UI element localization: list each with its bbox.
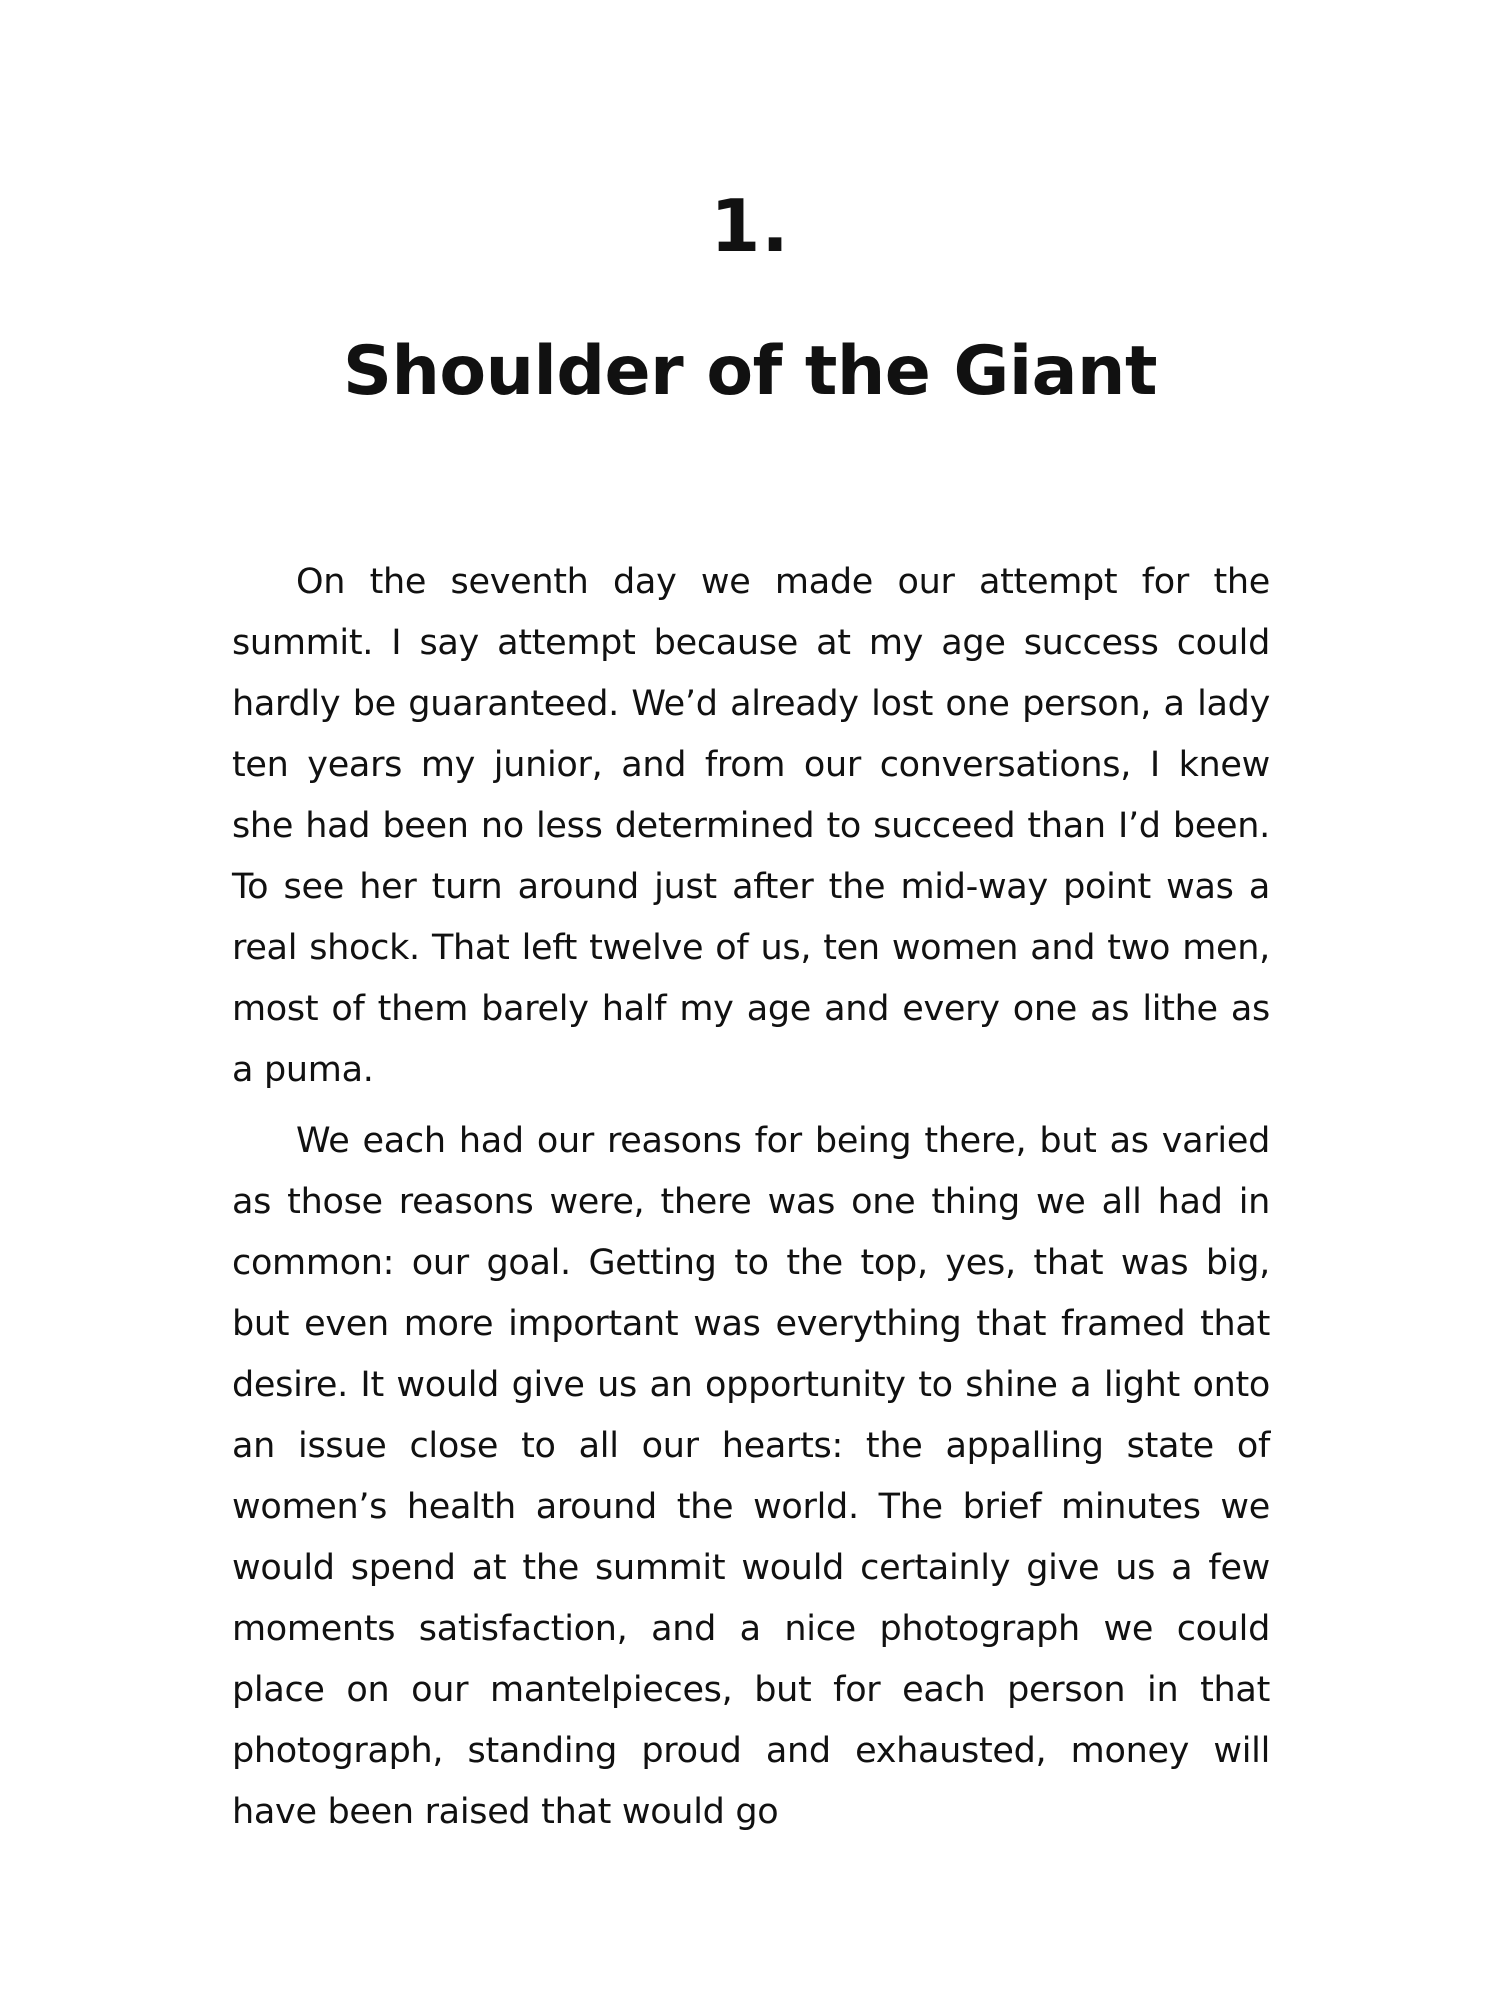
paragraph-2: We each had our reasons for being there, but as varied as those reasons were, there was one thing we all had in common: our goal. Getting to the top, yes, that was big, but even more important was everything that framed that desire. It would give us an opportunity to shine a light onto an issue close to all our hearts: the appalling state of women’s health around the world. The brief minutes we would spend at the summit would certainly give us a few moments satisfaction, and a nice photograph we could place on our mantelpieces, but for each person in that photograph, standing proud and exhausted, money will have been raised that would go (232, 1121, 1270, 1832)
body-text (232, 552, 1270, 1853)
paragraph-1: On the seventh day we made our attempt for the summit. I say attempt because at my age success could hardly be guaranteed. We’d already lost one person, a lady ten years my junior, and from our conversations, I knew she had been no less determined to succeed than I’d been. To see her turn around just after the mid-way point was a real shock. That left twelve of us, ten women and two men, most of them barely half my age and every one as lithe as a puma. (232, 562, 1270, 1090)
chapter-number: 1. (710, 184, 790, 268)
chapter-title: Shoulder of the Giant (343, 332, 1157, 411)
